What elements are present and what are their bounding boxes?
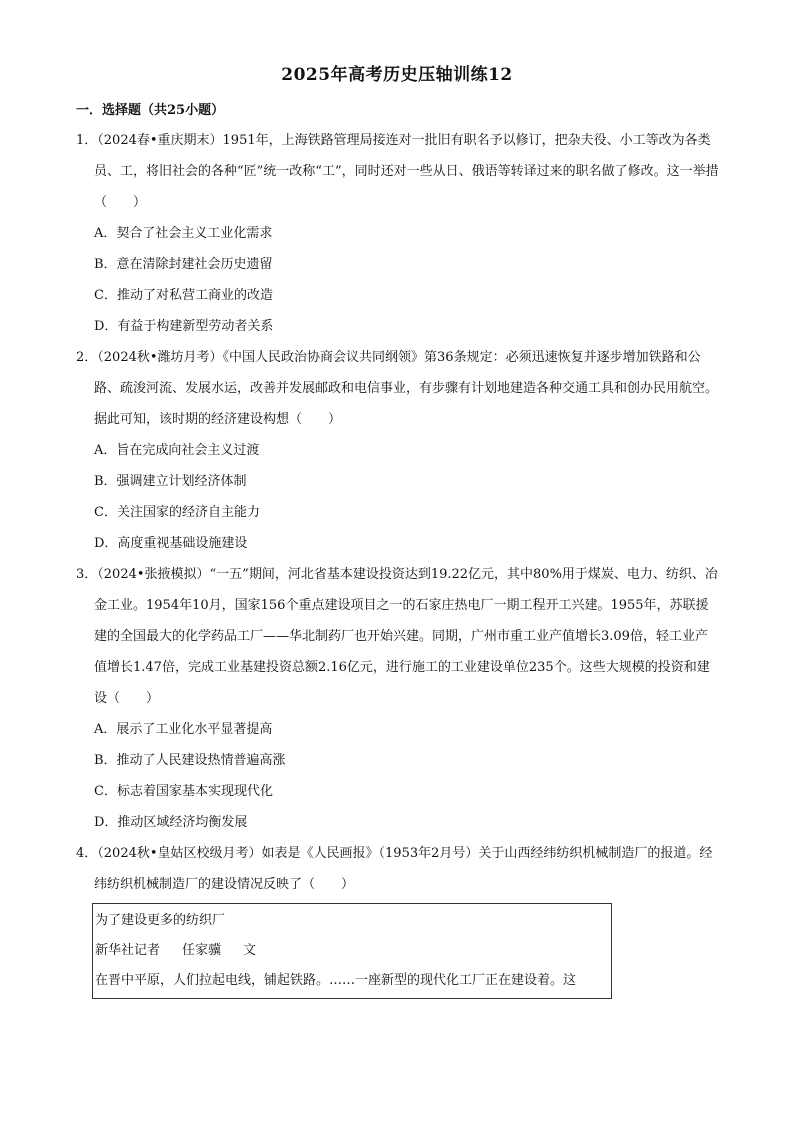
question-2 (76, 342, 720, 559)
question-stem: 3．（2024•张掖模拟）“一五”期间，河北省基本建设投资达到19.22亿元，其中80%用于煤炭、电力、纺织、冶金工业。1954年10月，国家156个重点建设项目之一的石家庄热电厂一期工程开工兴建。1955年，苏联援建的全国最大的化学药品工厂——华北制药厂也开始兴建。同期，广州市重工业产值增长3.09倍，轻工业产值增长1.47倍，完成工业基建投资总额2.16亿元，进行施工的工业建设单位235个。这些大规模的投资和建设（ ） (76, 567, 718, 706)
excerpt-body: 在晋中平原，人们拉起电线，铺起铁路。……一座新型的现代化工厂正在建设着。这 (95, 973, 577, 988)
excerpt-headline: 为了建设更多的纺织厂 (95, 913, 226, 928)
question-3 (76, 559, 720, 838)
option-a: A．展示了工业化水平显著提高 (94, 722, 273, 737)
excerpt-byline (93, 936, 611, 966)
question-stem: 2．（2024秋•潍坊月考）《中国人民政治协商会议共同纲领》第36条规定：必须迅速恢复并逐步增加铁路和公路、疏浚河流、发展水运，改善并发展邮政和电信事业，有步骤有计划地建造各种交通工具和创办民用航空。据此可知，该时期的经济建设构想（ ） (76, 350, 719, 427)
question-4 (76, 838, 720, 999)
page-title: 2025年高考历史压轴训练12 (281, 65, 513, 85)
option-b: B．强调建立计划经济体制 (94, 474, 247, 489)
question-stem: 4．（2024秋•皇姑区校级月考）如表是《人民画报》（1953年2月号）关于山西经纬纺织机械制造厂的报道。经纬纺织机械制造厂的建设情况反映了（ ） (76, 846, 713, 892)
option-d: D．有益于构建新型劳动者关系 (94, 319, 274, 334)
option-c: C．标志着国家基本实现现代化 (94, 784, 273, 799)
option-d: D．高度重视基础设施建设 (94, 536, 248, 551)
question-list (76, 125, 720, 999)
option-b: B．推动了人民建设热情普遍高涨 (94, 753, 286, 768)
byline-name: 任家骥 (182, 943, 222, 958)
question-1 (76, 125, 720, 342)
option-b: B．意在清除封建社会历史遗留 (94, 257, 273, 272)
question-stem: 1．（2024春•重庆期末）1951年，上海铁路管理局接连对一批旧有职名予以修订，把杂夫役、小工等改为各类员、工，将旧社会的各种“匠”统一改称“工”，同时还对一些从日、俄语等转译过来的职名做了修改。这一举措（ ） (76, 133, 719, 210)
news-excerpt-table (92, 903, 612, 999)
option-a: A．旨在完成向社会主义过渡 (94, 443, 260, 458)
section-heading: 一．选择题（共25小题） (76, 103, 225, 118)
option-c: C．关注国家的经济自主能力 (94, 505, 260, 520)
byline-suffix: 文 (243, 943, 257, 958)
option-a: A．契合了社会主义工业化需求 (94, 226, 273, 241)
option-c: C．推动了对私营工商业的改造 (94, 288, 273, 303)
option-d: D．推动区域经济均衡发展 (94, 815, 248, 830)
byline-agency: 新华社记者 (95, 943, 161, 958)
